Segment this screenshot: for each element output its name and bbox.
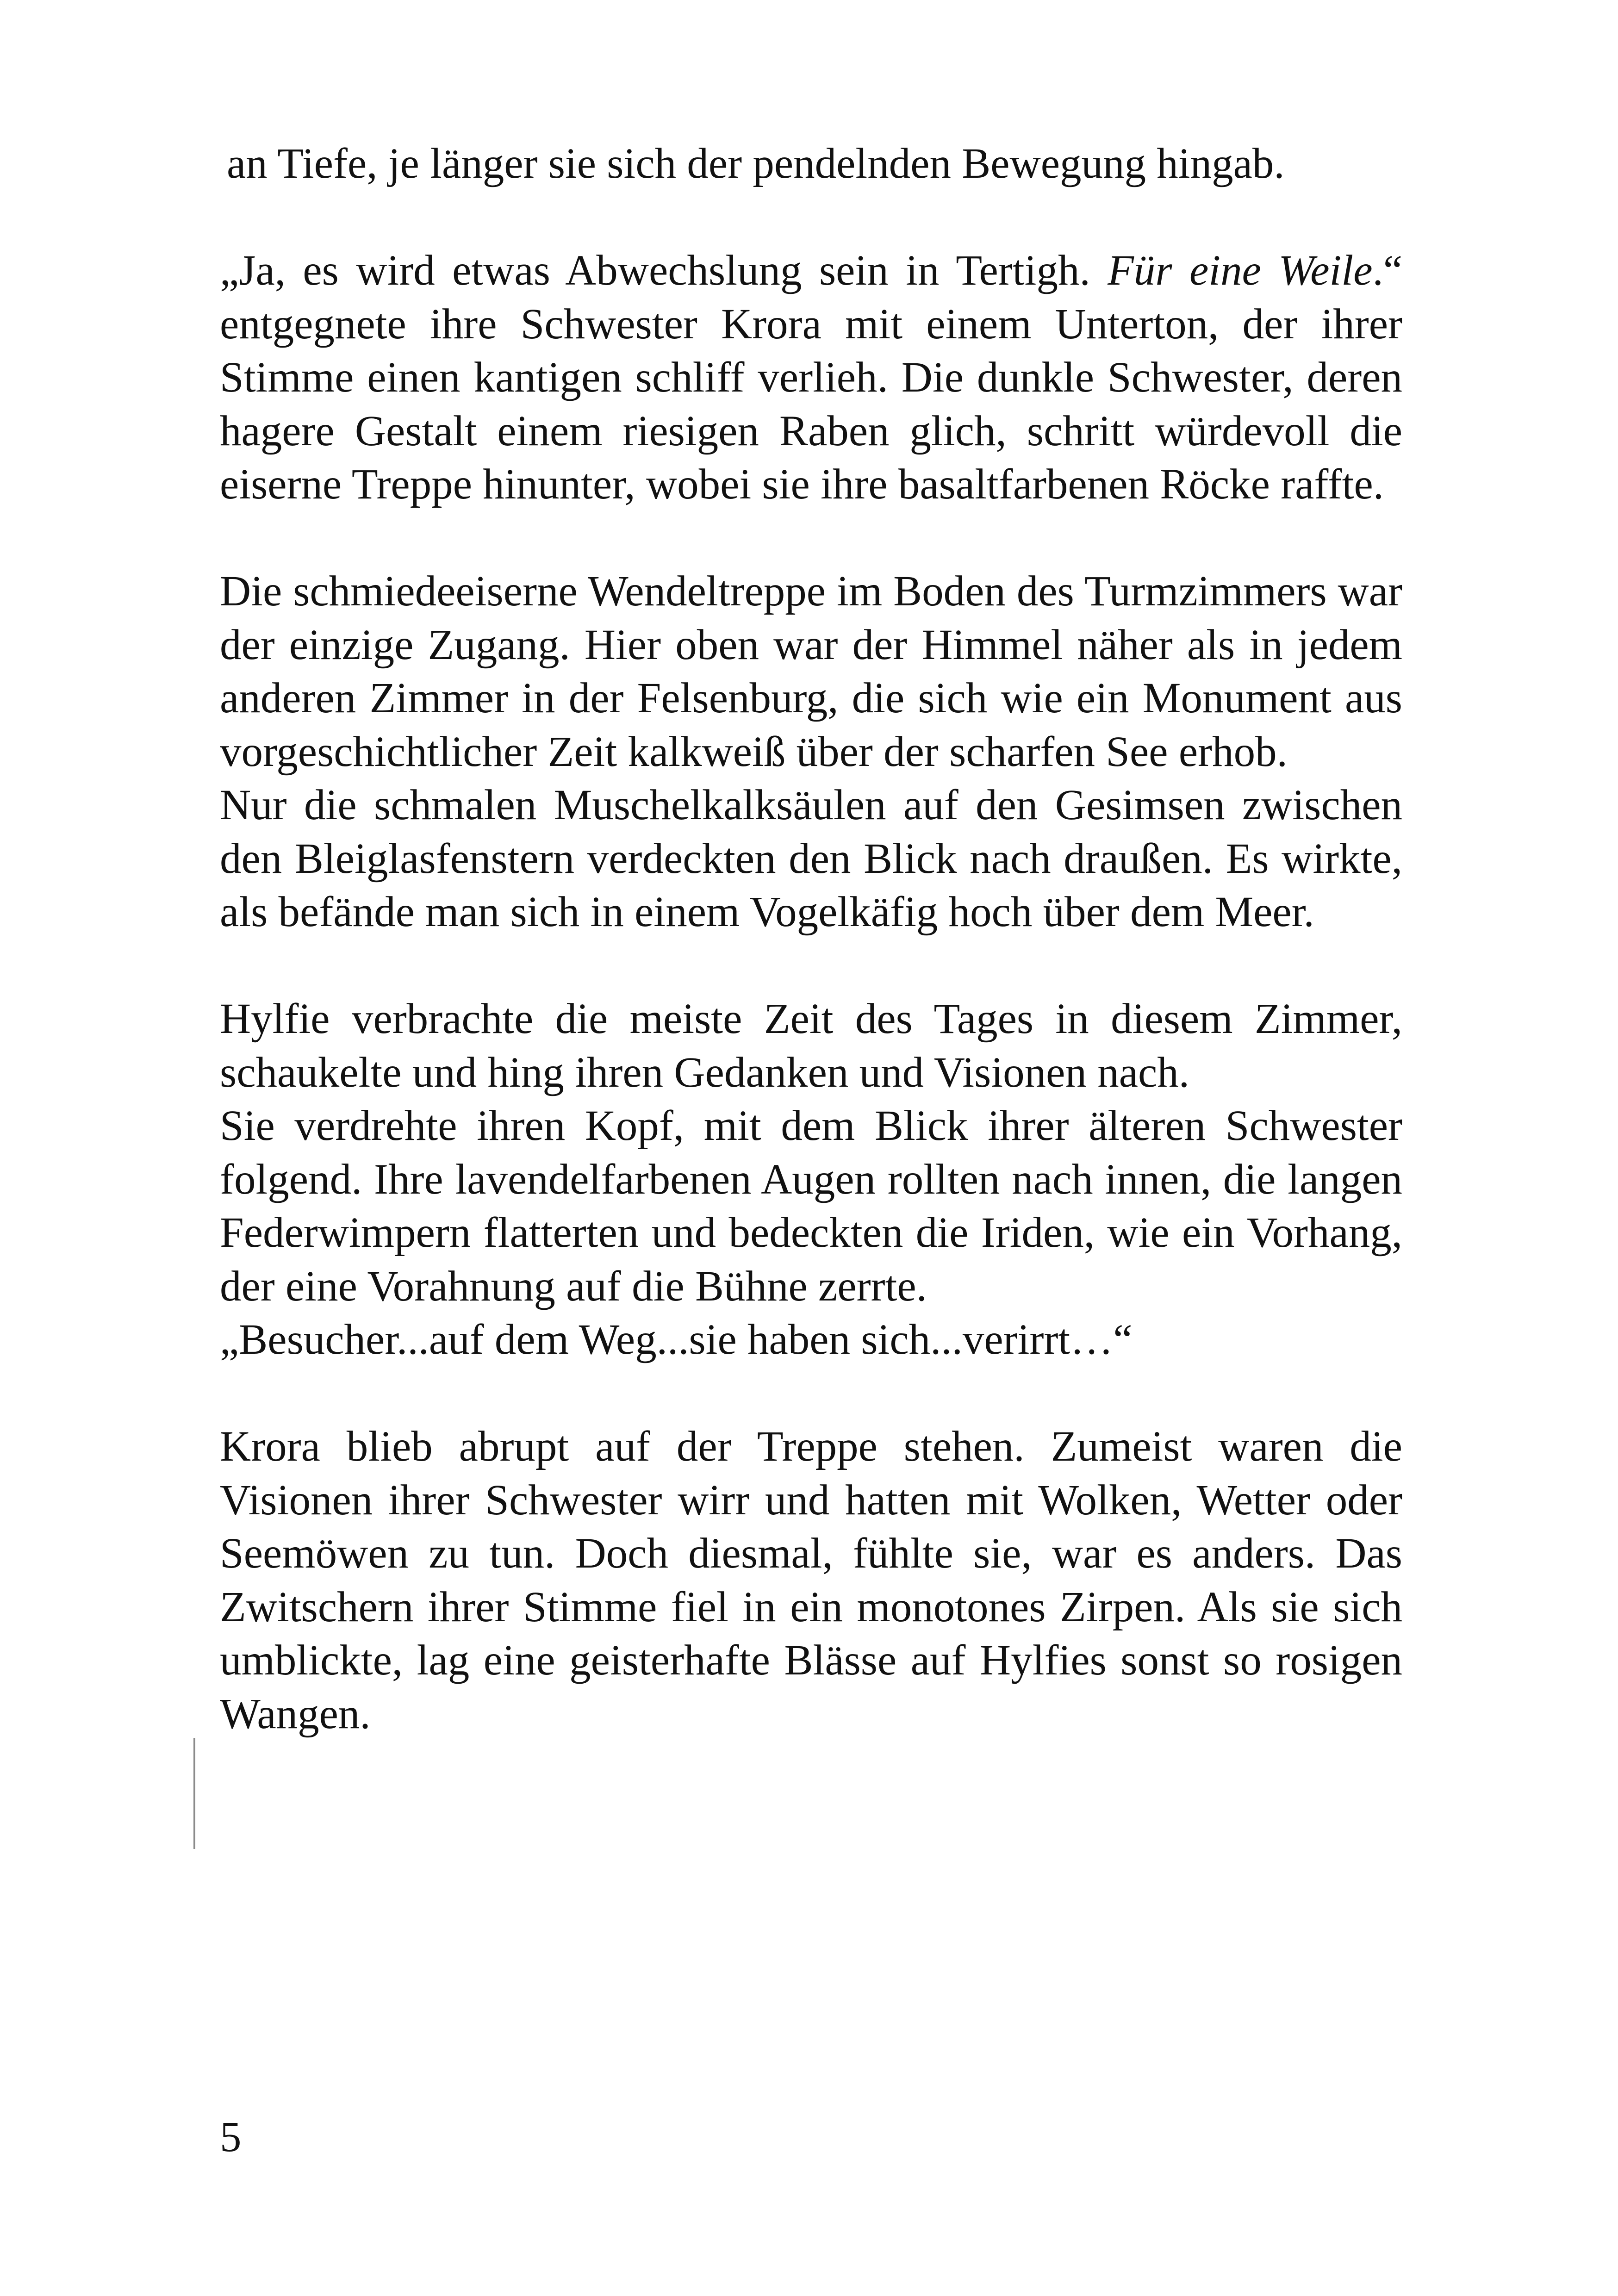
margin-change-bar [193,1738,195,1849]
paragraph-1 [220,244,1402,511]
paragraph-6: „Besucher...auf dem Weg...sie haben sich...verirrt…“ [220,1316,1133,1363]
paragraph-1-text: „Ja, es wird etwas Abwechslung sein in Tertigh. [220,247,1108,294]
paragraph-3: Nur die schmalen Muschelkalksäulen auf den Gesimsen zwischen den Bleiglasfenstern verdeckten den Blick nach draußen. Es wirkte, als befände man sich in einem Vogelkäfig hoch über dem Meer. [220,781,1402,936]
paragraph-5: Sie verdrehte ihren Kopf, mit dem Blick ihrer älteren Schwester folgend. Ihre lavendelfarbenen Augen rollten nach innen, die langen Federwimpern flatterten und bedeckten die Iriden, wie ein Vorhang, der eine Vorahnung auf die Bühne zerrte. [220,1102,1402,1310]
paragraph-1-text-continued: .“ entgegnete ihre Schwester Krora mit einem Unterton, der ihrer Stimme einen kantigen schliff verlieh. Die dunkle Schwester, deren hagere Gestalt einem riesigen Raben glich, schritt würdevoll die eiserne Treppe hinunter, wobei sie ihre basaltfarbenen Röcke raffte. [220,247,1402,508]
paragraph-2: Die schmiedeeiserne Wendeltreppe im Boden des Turmzimmers war der einzige Zugang. Hier oben war der Himmel näher als in jedem anderen Zimmer in der Felsenburg, die sich wie ein Monument aus vorgeschichtlicher Zeit kalkweiß über der scharfen See erhob. [220,567,1402,776]
paragraph-7: Krora blieb abrupt auf der Treppe stehen. Zumeist waren die Visionen ihrer Schwester wirr und hatten mit Wolken, Wetter oder Seemöwen zu tun. Doch diesmal, fühlte sie, war es anders. Das Zwitschern ihrer Stimme fiel in ein monotones Zirpen. Als sie sich umblickte, lag eine geisterhafte Blässe auf Hylfies sonst so rosigen Wangen. [220,1423,1402,1738]
body-text [220,244,1402,1741]
page-number: 5 [220,2113,242,2161]
carryover-line: an Tiefe, je länger sie sich der pendelnden Bewegung hingab. [227,140,1285,187]
italic-phrase: Für eine Weile [1108,247,1373,294]
paragraph-4: Hylfie verbrachte die meiste Zeit des Tages in diesem Zimmer, schaukelte und hing ihren Gedanken und Visionen nach. [220,995,1402,1096]
